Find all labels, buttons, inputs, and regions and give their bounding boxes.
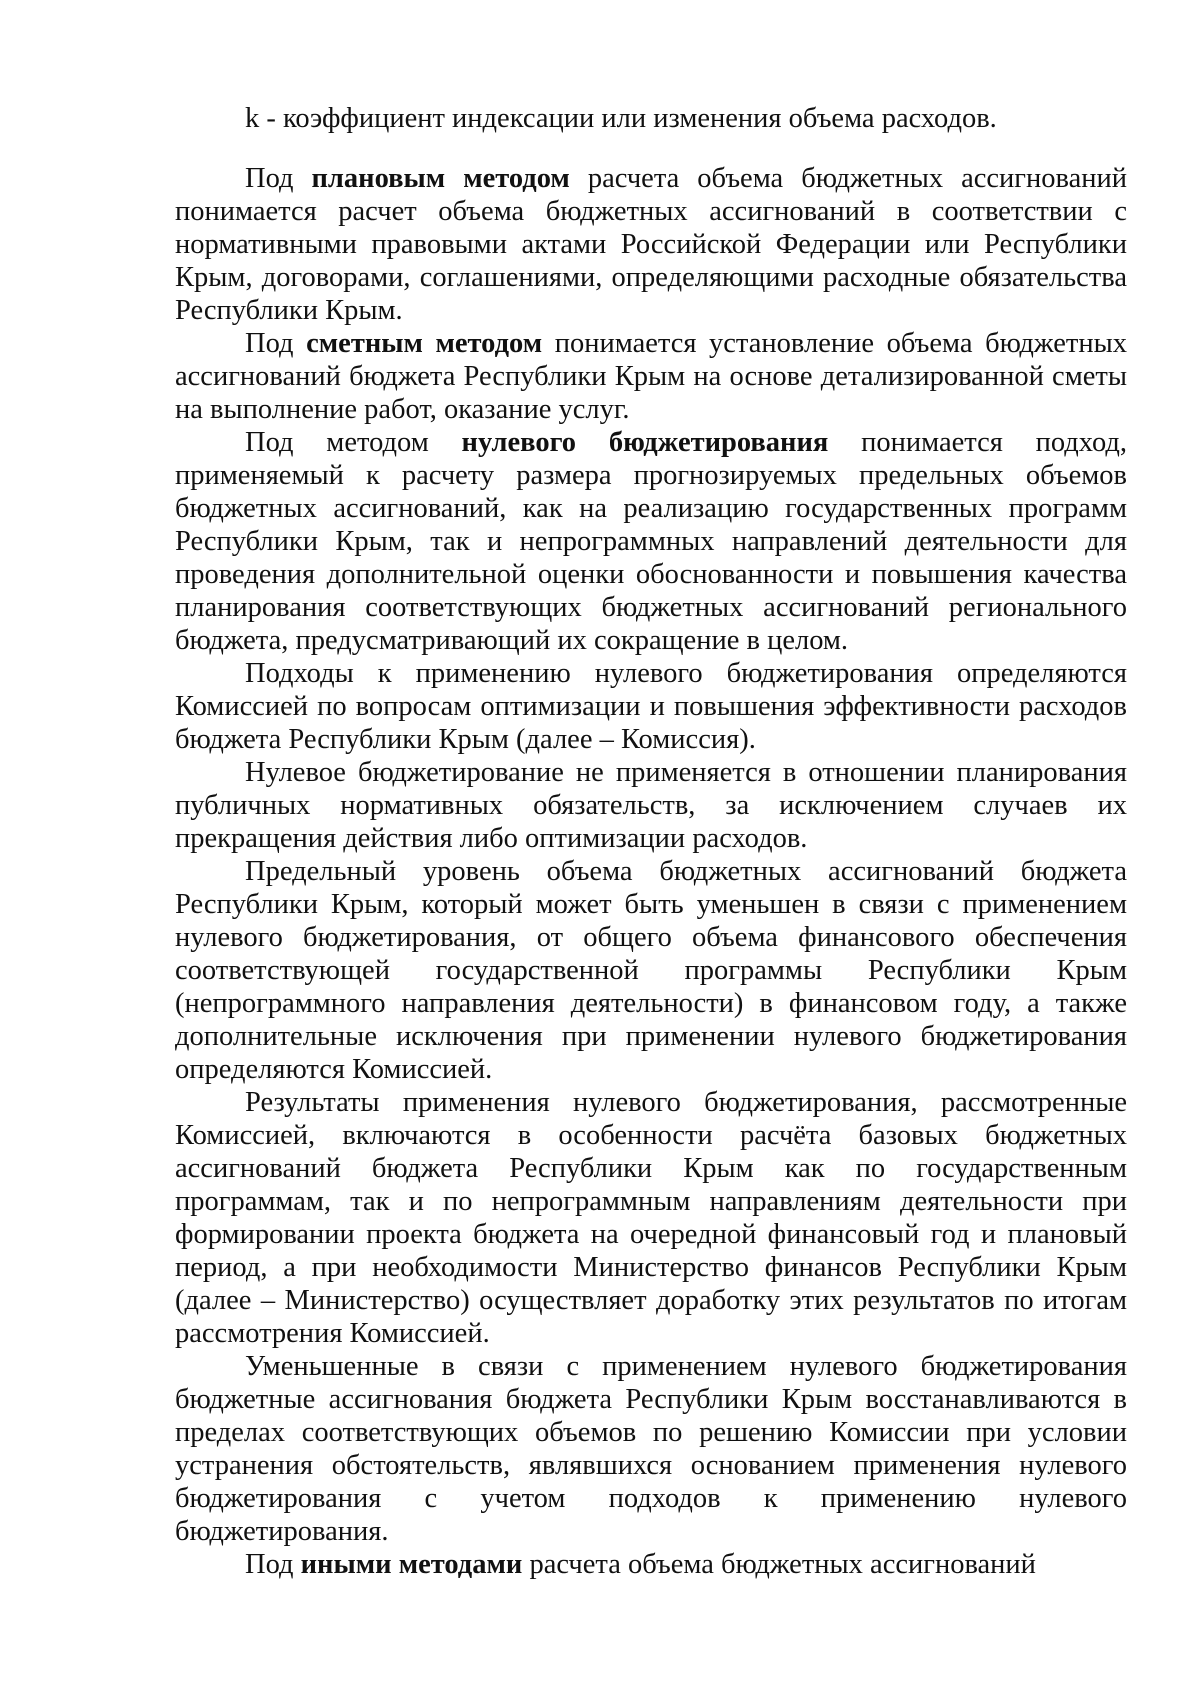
paragraph-estimate-method xyxy=(175,327,1127,426)
paragraph-text: Под методом xyxy=(245,427,462,458)
paragraph-text: Под xyxy=(245,1549,301,1580)
term-planned-method: плановым методом xyxy=(311,163,570,194)
paragraph-planned-method xyxy=(175,162,1127,327)
paragraph-text: Под xyxy=(245,328,307,359)
paragraph-text: понимается подход, применяемый к расчету размера прогнозируемых предельных объемов бюджетных ассигнований, как на реализацию государственных программ Республики Крым, так и непрограммных направлений деятельности для проведения дополнительной оценки обоснованности и повышения качества планирования соответствующих бюджетных ассигнований регионального бюджета, предусматривающий их сокращение в целом. xyxy=(175,427,1128,656)
paragraph-results: Результаты применения нулевого бюджетирования, рассмотренные Комиссией, включаются в особенности расчёта базовых бюджетных ассигнований бюджета Республики Крым как по государственным программам, так и по непрограммным направлениям деятельности при формировании проекта бюджета на очередной финансовый год и плановый период, а при необходимости Министерство финансов Республики Крым (далее – Министерство) осуществляет доработку этих результатов по итогам рассмотрения Комиссией. xyxy=(175,1087,1127,1349)
formula-note: k - коэффициент индексации или изменения объема расходов. xyxy=(245,103,997,134)
paragraph-not-applied: Нулевое бюджетирование не применяется в отношении планирования публичных нормативных обязательств, за исключением случаев их прекращения действия либо оптимизации расходов. xyxy=(175,757,1127,854)
term-other-methods: иными методами xyxy=(300,1549,523,1580)
paragraph-text: расчета объема бюджетных ассигнований xyxy=(522,1549,1036,1580)
paragraph-text: понимается установление объема бюджетных ассигнований бюджета Республики Крым на основе детализированной сметы на выполнение работ, оказание услуг. xyxy=(175,328,1128,425)
term-estimate-method: сметным методом xyxy=(306,328,543,359)
paragraph-limit-level: Предельный уровень объема бюджетных ассигнований бюджета Республики Крым, который может быть уменьшен в связи с применением нулевого бюджетирования, от общего объема финансового обеспечения соответствующей государственной программы Республики Крым (непрограммного направления деятельности) в финансовом году, а также дополнительные исключения при применении нулевого бюджетирования определяются Комиссией. xyxy=(175,856,1127,1085)
paragraph-approaches: Подходы к применению нулевого бюджетирования определяются Комиссией по вопросам оптимизации и повышения эффективности расходов бюджета Республики Крым (далее – Комиссия). xyxy=(175,658,1127,755)
term-zero-budgeting: нулевого бюджетирования xyxy=(461,427,829,458)
document-body xyxy=(175,102,1127,1581)
paragraph-text: Под xyxy=(245,163,312,194)
paragraph-text: расчета объема бюджетных ассигнований понимается расчет объема бюджетных ассигнований в соответствии с нормативными правовыми актами Российской Федерации или Республики Крым, договорами, соглашениями, определяющими расходные обязательства Республики Крым. xyxy=(175,163,1127,326)
paragraph-restoration: Уменьшенные в связи с применением нулевого бюджетирования бюджетные ассигнования бюджета Республики Крым восстанавливаются в пределах соответствующих объемов по решению Комиссии при условии устранения обстоятельств, являвшихся основанием применения нулевого бюджетирования с учетом подходов к применению нулевого бюджетирования. xyxy=(175,1351,1127,1547)
paragraph-zero-budgeting xyxy=(175,426,1127,657)
paragraph-other-methods xyxy=(175,1548,1127,1581)
